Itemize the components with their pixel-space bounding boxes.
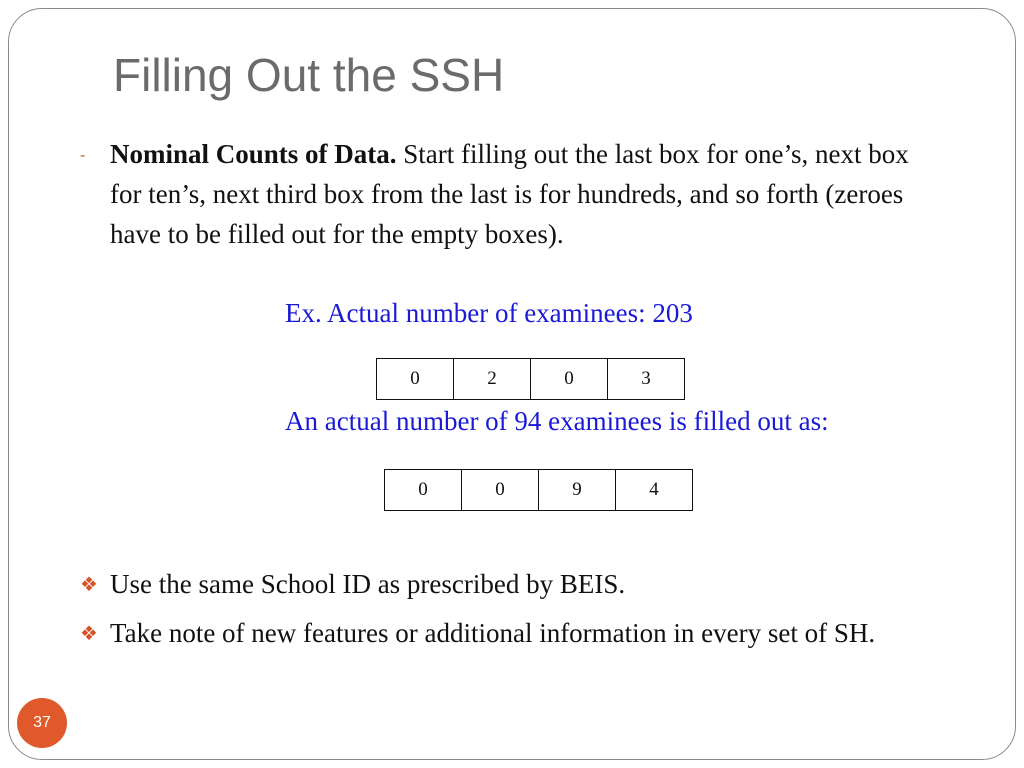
example2-box: 4 — [616, 470, 693, 511]
example1-box: 0 — [377, 359, 454, 400]
example2-boxes — [384, 469, 693, 511]
example1-boxes — [376, 358, 685, 400]
example2-box: 9 — [539, 470, 616, 511]
example1-box: 3 — [608, 359, 685, 400]
example1-caption: Ex. Actual number of examinees: 203 — [285, 298, 693, 328]
paragraph-bold-lead: Nominal Counts of Data. — [110, 139, 397, 169]
page-number-badge: 37 — [17, 698, 67, 748]
example1-box: 2 — [454, 359, 531, 400]
diamond-bullet-icon: ❖ — [80, 621, 98, 645]
paragraph-body: Start filling out the last box for one’s, next box for ten’s, next third box from the last is for hundreds, and so forth (zeroes have to be filled out for the empty boxes). — [110, 139, 909, 249]
example1-box: 0 — [531, 359, 608, 400]
slide-title: Filling Out the SSH — [113, 49, 505, 101]
diamond-bullet-icon: ❖ — [80, 572, 98, 596]
example2-caption: An actual number of 94 examinees is filled out as: — [285, 406, 829, 436]
example2-box: 0 — [385, 470, 462, 511]
bullet-text: Take note of new features or additional information in every set of SH. — [110, 618, 876, 648]
bullet-text: Use the same School ID as prescribed by BEIS. — [110, 569, 626, 599]
nominal-counts-paragraph — [110, 134, 940, 254]
example2-box: 0 — [462, 470, 539, 511]
bullet-item-new-features — [80, 613, 960, 653]
bullet-item-school-id — [80, 564, 960, 604]
dash-bullet-icon: - — [80, 147, 86, 164]
